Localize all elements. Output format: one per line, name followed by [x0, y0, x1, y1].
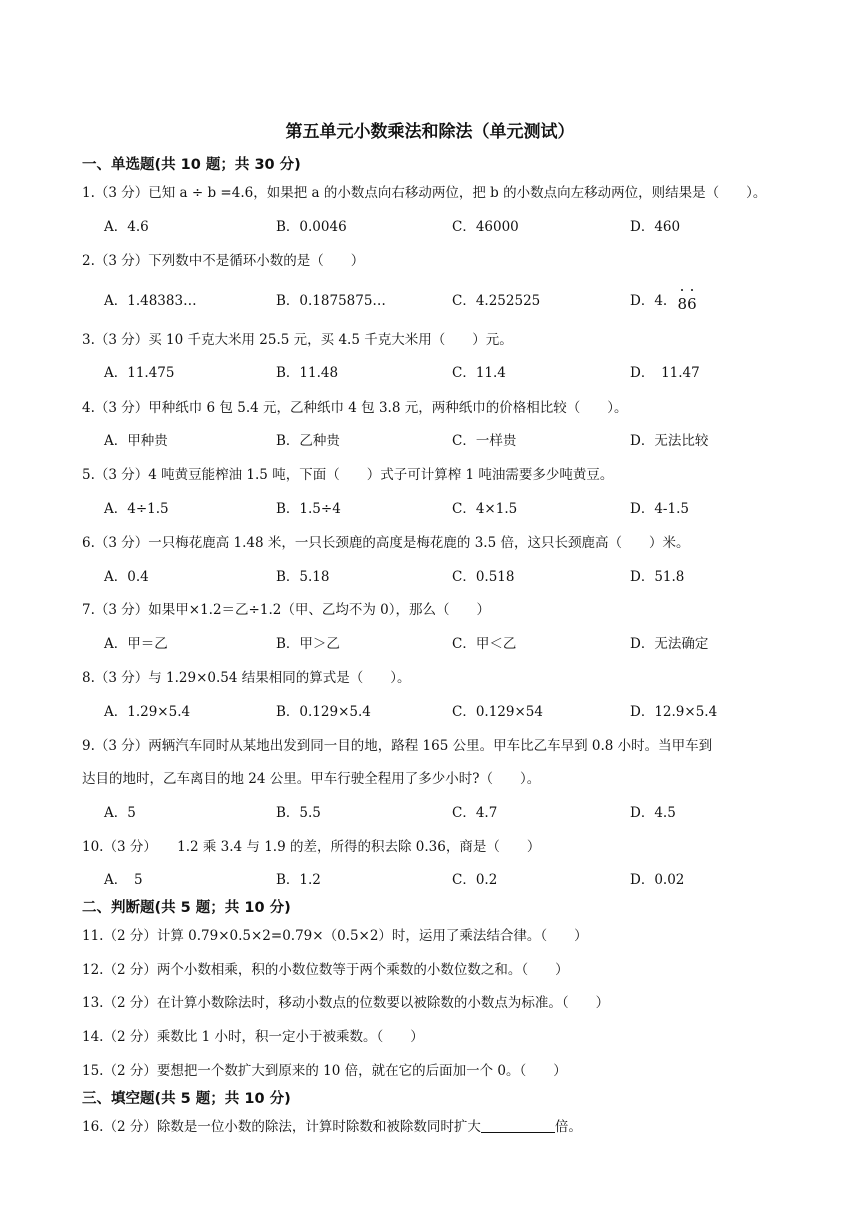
- option-d: D．12.9×5.4: [630, 704, 718, 720]
- option-d: [630, 289, 697, 313]
- options-q9: [104, 801, 824, 821]
- question-16-text: 16.（2 分）除数是一位小数的除法，计算时除数和被除数同时扩大: [82, 1119, 481, 1135]
- question-9: 9.（3 分）两辆汽车同时从某地出发到同一目的地，路程 165 公里。甲车比乙车早到 0.8 小时。当甲车到: [82, 738, 713, 754]
- option-b: B．11.48: [276, 365, 339, 381]
- option-d-label: D．4.: [630, 293, 668, 309]
- page-title: 第五单元小数乘法和除法（单元测试）: [285, 122, 575, 142]
- question-10: 10.（3 分） 1.2 乘 3.4 与 1.9 的差，所得的积去除 0.36，商是（ ）: [82, 839, 541, 855]
- option-d: D．4.5: [630, 805, 676, 821]
- question-2: 2.（3 分）下列数中不是循环小数的是（ ）: [82, 253, 365, 269]
- question-4: 4.（3 分）甲种纸巾 6 包 5.4 元，乙种纸巾 4 包 3.8 元，两种纸巾的价格相比较（ ）。: [82, 400, 628, 416]
- option-c: C．4×1.5: [452, 501, 518, 517]
- option-c: C．4.7: [452, 805, 498, 821]
- option-d: D．无法比较: [630, 433, 709, 449]
- option-c: C．一样贵: [452, 433, 517, 449]
- option-d: D． 11.47: [630, 365, 700, 381]
- question-6: 6.（3 分）一只梅花鹿高 1.48 米，一只长颈鹿的高度是梅花鹿的 3.5 倍，这只长颈鹿高（ ）米。: [82, 535, 690, 551]
- option-d: D．4-1.5: [630, 501, 689, 517]
- question-12: 12.（2 分）两个小数相乘，积的小数位数等于两个乘数的小数位数之和。（ ）: [82, 962, 569, 978]
- option-c: C．甲＜乙: [452, 636, 517, 652]
- answer-blank[interactable]: [481, 1118, 555, 1133]
- option-b: B．5.5: [276, 805, 321, 821]
- question-8: 8.（3 分）与 1.29×0.54 结果相同的算式是（ ）。: [82, 670, 411, 686]
- option-a: A． 5: [104, 872, 143, 888]
- option-c: C．46000: [452, 219, 519, 235]
- repeat-dot-icon: [681, 289, 683, 291]
- question-13: 13.（2 分）在计算小数除法时，移动小数点的位数要以被除数的小数点为标准。（ ）: [82, 995, 610, 1011]
- option-b: B．0.129×5.4: [276, 704, 371, 720]
- option-c: C．4.252525: [452, 293, 541, 309]
- section-heading-single-choice: 一、单选题(共 10 题；共 30 分): [82, 157, 301, 173]
- option-a: A．甲种贵: [104, 433, 168, 449]
- question-7: 7.（3 分）如果甲×1.2＝乙÷1.2（甲、乙均不为 0），那么（ ）: [82, 602, 490, 618]
- option-b: B．1.5÷4: [276, 501, 341, 517]
- options-q3: [104, 361, 824, 381]
- options-q7: [104, 632, 824, 652]
- option-d: D．无法确定: [630, 636, 709, 652]
- question-3: 3.（3 分）买 10 千克大米用 25.5 元，买 4.5 千克大米用（ ）元。: [82, 332, 513, 348]
- option-b: B．5.18: [276, 569, 330, 585]
- question-11: 11.（2 分）计算 0.79×0.5×2=0.79×（0.5×2）时，运用了乘法结合律。（ ）: [82, 928, 588, 944]
- options-q8: [104, 700, 824, 720]
- option-b: B．0.0046: [276, 219, 347, 235]
- option-a: A．4.6: [104, 219, 149, 235]
- option-b: B．1.2: [276, 872, 321, 888]
- repeat-dot-icon: [691, 289, 693, 291]
- option-a: A．甲＝乙: [104, 636, 168, 652]
- option-a: A．5: [104, 805, 136, 821]
- option-d: D．0.02: [630, 872, 685, 888]
- option-a: A．4÷1.5: [104, 501, 169, 517]
- option-c: C．11.4: [452, 365, 506, 381]
- section-heading-true-false: 二、判断题(共 5 题；共 10 分): [82, 900, 291, 916]
- section-heading-fill-blank: 三、填空题(共 5 题；共 10 分): [82, 1091, 291, 1107]
- option-a: A．0.4: [104, 569, 149, 585]
- option-c: C．0.518: [452, 569, 515, 585]
- question-16: [82, 1115, 582, 1135]
- option-c: C．0.129×54: [452, 704, 543, 720]
- question-14: 14.（2 分）乘数比 1 小时，积一定小于被乘数。（ ）: [82, 1029, 424, 1045]
- repeating-digit: 8: [678, 295, 688, 313]
- question-1: 1.（3 分）已知 a ÷ b =4.6，如果把 a 的小数点向右移动两位，把 b 的小数点向左移动两位，则结果是（ ）。: [82, 185, 767, 201]
- question-16-suffix: 倍。: [554, 1119, 582, 1135]
- option-a: A．1.48383…: [104, 293, 197, 309]
- option-b: B．0.1875875…: [276, 293, 386, 309]
- options-q2: [104, 289, 824, 313]
- question-5: 5.（3 分）4 吨黄豆能榨油 1.5 吨，下面（ ）式子可计算榨 1 吨油需要多少吨黄豆。: [82, 467, 614, 483]
- option-d: D．460: [630, 219, 681, 235]
- question-9-continued: 达目的地时，乙车离目的地 24 公里。甲车行驶全程用了多少小时?（ ）。: [82, 771, 541, 787]
- options-q10: [104, 868, 824, 888]
- options-q5: [104, 497, 824, 517]
- options-q4: [104, 429, 824, 449]
- options-q1: [104, 215, 824, 235]
- repeating-digit: 6: [687, 295, 697, 313]
- options-q6: [104, 565, 824, 585]
- option-a: A．11.475: [104, 365, 175, 381]
- option-a: A．1.29×5.4: [104, 704, 191, 720]
- option-b: B．甲＞乙: [276, 636, 340, 652]
- option-d: D．51.8: [630, 569, 685, 585]
- option-b: B．乙种贵: [276, 433, 340, 449]
- question-15: 15.（2 分）要想把一个数扩大到原来的 10 倍，就在它的后面加一个 0。（ ）: [82, 1063, 567, 1079]
- option-c: C．0.2: [452, 872, 498, 888]
